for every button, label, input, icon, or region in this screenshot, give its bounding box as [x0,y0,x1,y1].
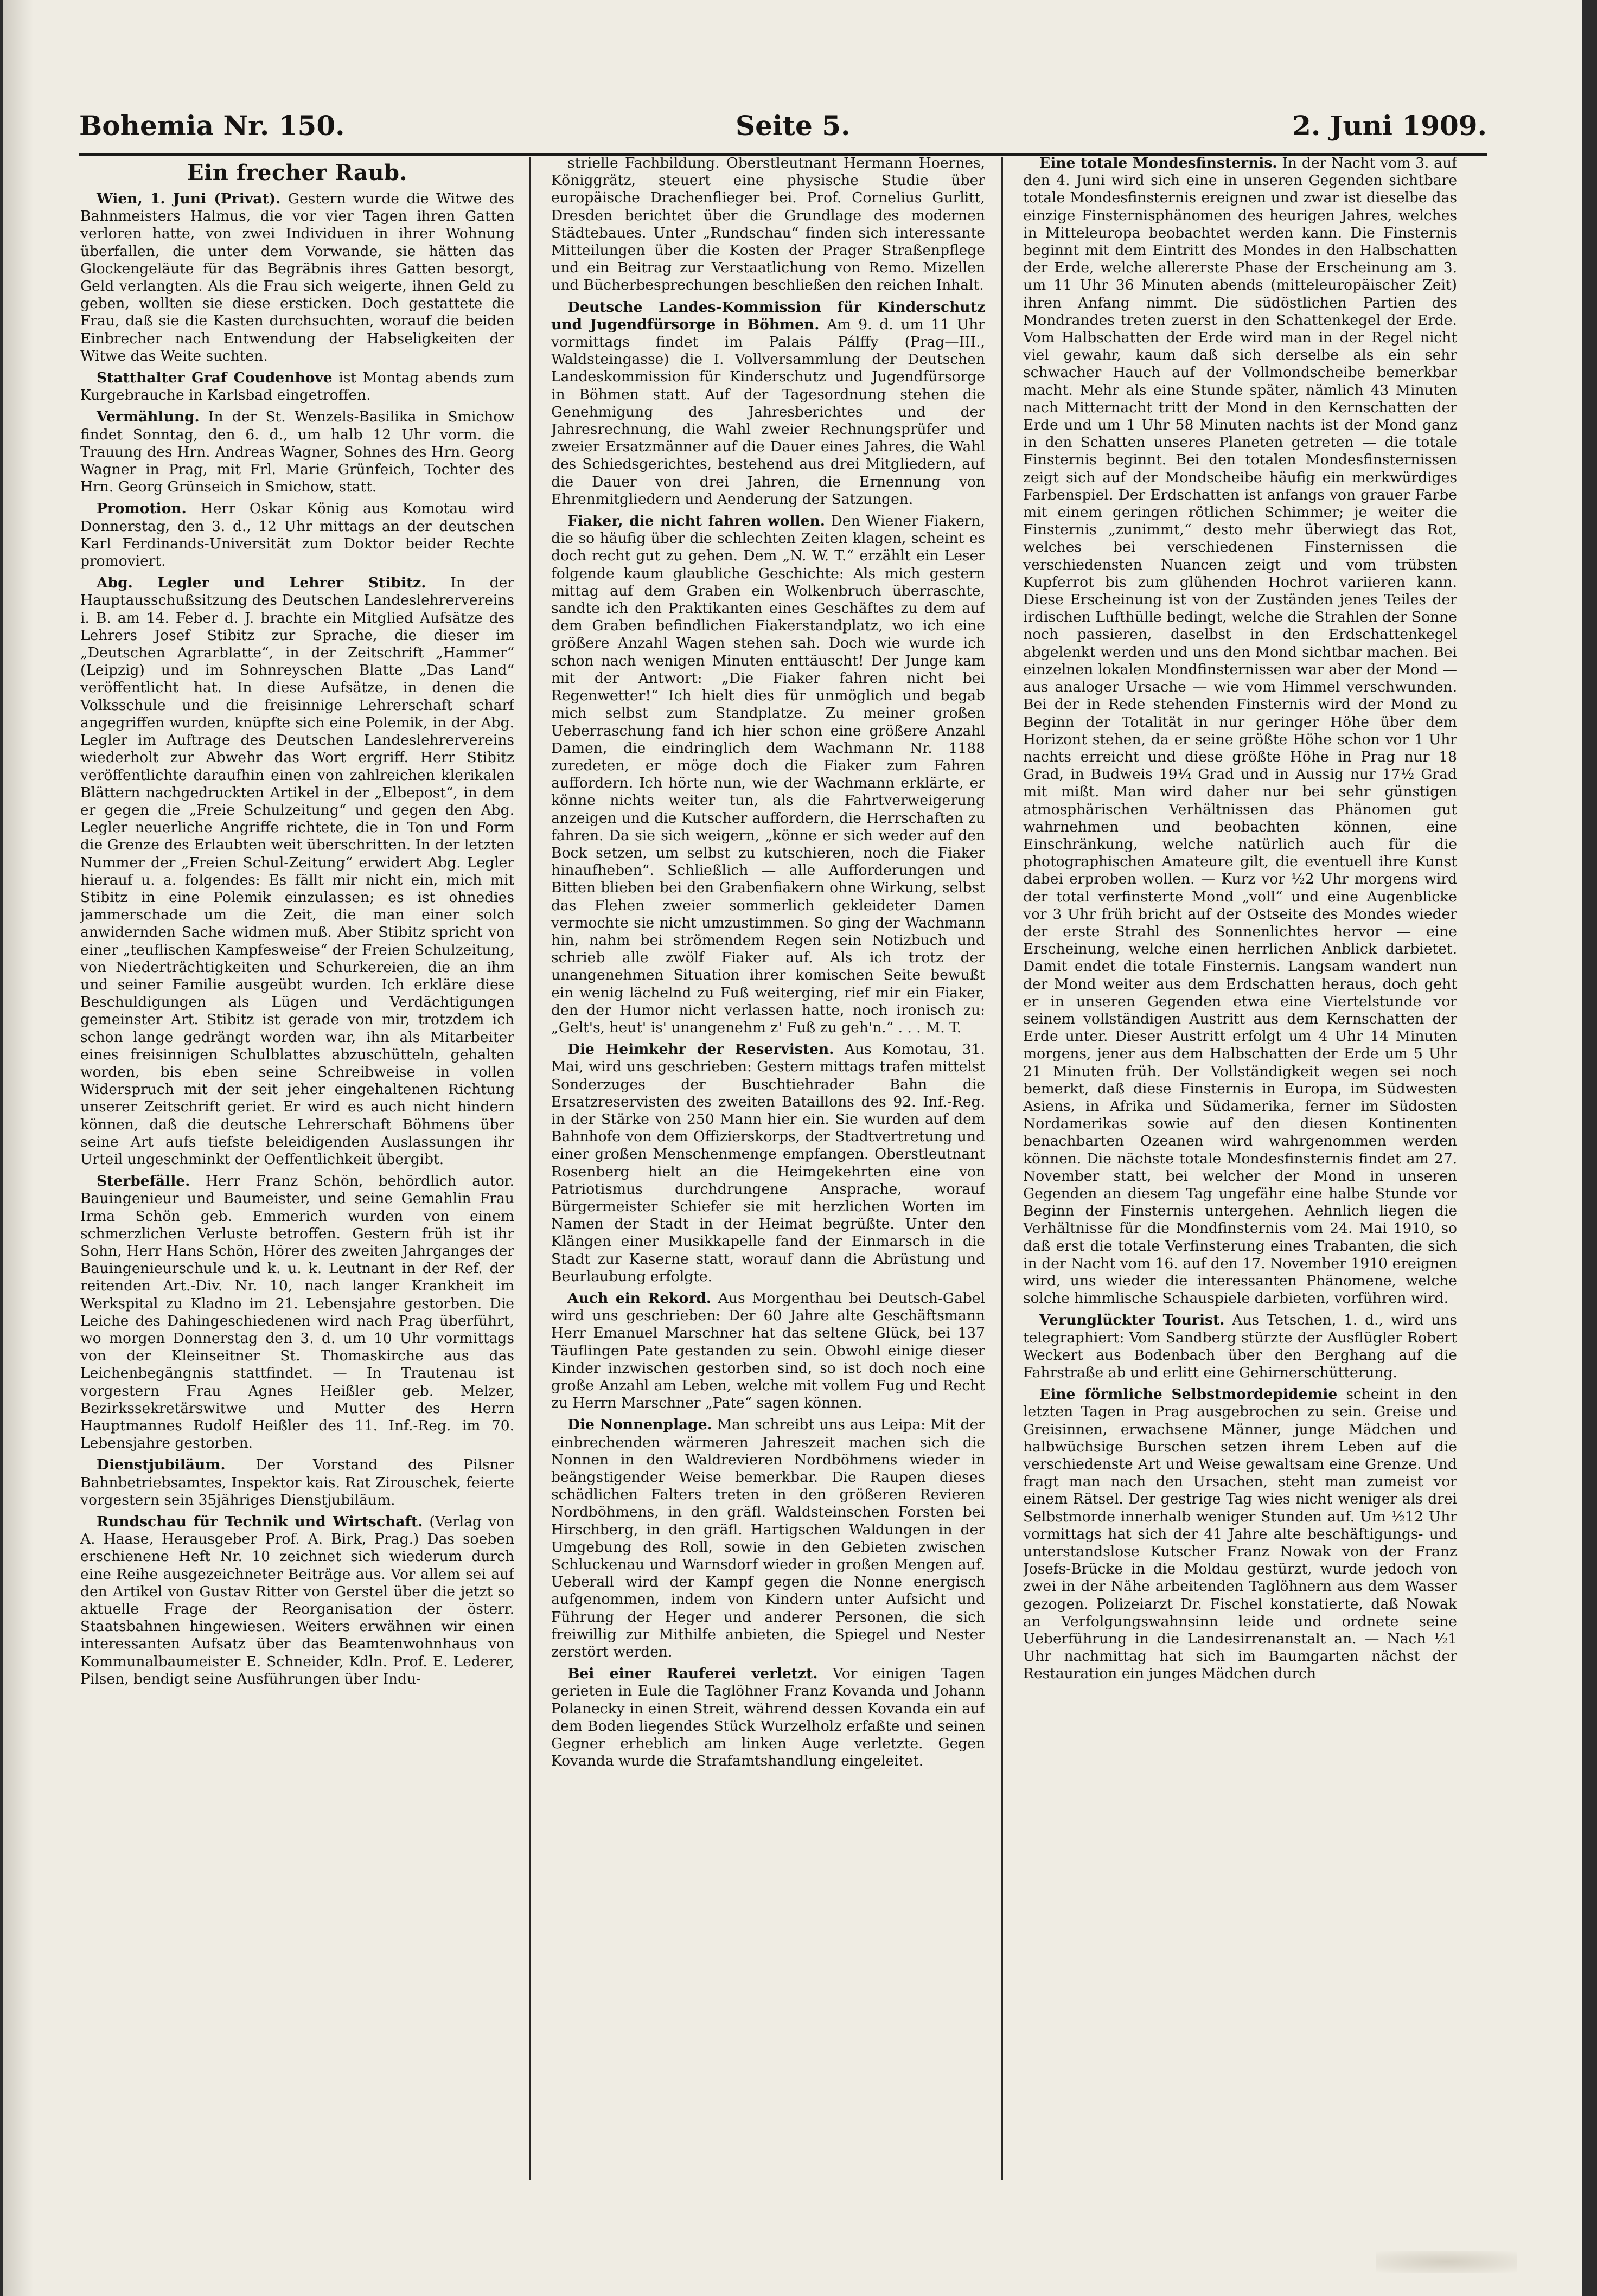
article [80,160,514,365]
column-3 [1023,155,1457,2210]
article-paragraph [80,1513,514,1688]
article-paragraph [80,408,514,496]
article-kicker: Verunglückter Tourist. [1039,1312,1225,1329]
article-paragraph [551,155,985,295]
article-paragraph [80,500,514,570]
article-body: Den Wiener Fiakern, die so häufig über die schlechten Zeiten klagen, scheint es doch recht gut zu gehen. Dem „N. W. T.“ erzählt ein Leser folgende kaum glaubliche Geschichte: Als mich gestern mittag auf dem Graben ein Wolkenbruch überraschte, sandte ich den Praktikanten eines Geschäftes zu dem auf dem Graben befindlichen Fiakerstandplatz, wo ich eine größere Anzahl Wagen stehen sah. Doch wie wurde ich schon nach wenigen Minuten enttäuscht! Der Junge kam mit der Antwort: „Die Fiaker fahren nicht bei Regenwetter!“ Ich hielt dies für unmöglich und begab mich selbst zum Standplatze. Zu meiner großen Ueberraschung fand ich hier schon eine größere Anzahl Damen, die eindringlich dem Wachmann Nr. 1188 zuredeten, er möge doch die Fiaker zum Fahren auffordern. Ich hörte nun, wie der Wachmann erklärte, er könne nichts weiter tun, als die Fahrtverweigerung anzeigen und die Kutscher auffordern, die Herrschaften zu fahren. Da sie sich weigern, „könne er sich weder auf den Bock setzen, um selbst zu kutschieren, noch die Fiaker hinaufheben“. Schließlich — alle Aufforderungen und Bitten blieben bei den Grabenfiakern ohne Wirkung, selbst das Flehen zweier sommerlich gekleideter Damen vermochte sie nicht umzustimmen. So ging der Wachmann hin, nahm bei strömendem Regen sein Notizbuch und schrieb alle zwölf Fiaker auf. Als ich trotz der unangenehmen Situation ihrer komischen Seite bewußt ein wenig lächelnd zu Fuß weiterging, rief mir ein Fiaker, den der Humor nicht verlassen hatte, noch ironisch zu: „Gelt's, heut' is' unangenehm z' Fuß zu geh'n.“ . . . M. T. [551,513,985,1036]
article [80,369,514,404]
article [551,513,985,1037]
article-paragraph [551,1665,985,1770]
article [80,408,514,496]
column-divider [1001,157,1003,2180]
column-2 [551,155,985,2210]
article-body: Am 9. d. um 11 Uhr vormittags findet im Palais Pálffy (Prag—III., Waldsteingasse) die I. Vollversammlung der Deutschen Landeskommission für Kinderschutz und Jugendfürsorge in Böhmen statt. Auf der Tagesordnung stehen die Genehmigung des Jahresberichtes und der Jahresrechnung, die Wahl zweier Rechnungsprüfer und zweier Ersatzmänner auf die Dauer eines Jahres, die Wahl des Schiedsgerichtes, bestehend aus drei Mitgliedern, auf die Dauer von drei Jahren, die Ernennung von Ehrenmitgliedern und Aenderung der Satzungen. [551,316,985,508]
article-kicker: Promotion. [97,500,187,517]
article [551,299,985,508]
article-kicker: Die Heimkehr der Reservisten. [567,1041,834,1058]
article-kicker: Fiaker, die nicht fahren wollen. [567,513,825,530]
column-divider [529,157,531,2180]
article [80,1513,514,1688]
article-paragraph [551,299,985,508]
article-paragraph [80,190,514,365]
article-body: (Verlag von A. Haase, Herausgeber Prof. A. Birk, Prag.) Das soeben erschienene Heft Nr. 10 zeichnet sich wiederum durch eine Reihe ausgezeichneter Beiträge aus. Vor allem sei auf den Artikel von Gustav Ritter von Gerstel über die jetzt so aktuelle Frage der Reorganisation der österr. Staatsbahnen hingewiesen. Weiters erwähnen wir einen interessanten Aufsatz über das Beamtenwohnhaus von Kommunalbaumeister E. Schneider, Kdln. Prof. E. Lederer, Pilsen, bendigt seine Ausführungen über Indu- [80,1513,514,1687]
article [551,1416,985,1661]
masthead-page-number: Seite 5. [736,110,851,142]
article [1023,155,1457,1307]
article-body: Vor einigen Tagen gerieten in Eule die Taglöhner Franz Kovanda und Johann Polanecky in einen Streit, während dessen Kovanda ein auf dem Boden liegendes Stück Wurzelholz erfaßte und seinen Gegner erheblich am linken Auge verletzte. Gegen Kovanda wurde die Strafamtshandlung eingeleitet. [551,1665,985,1770]
masthead-title: Bohemia Nr. 150. [79,110,345,142]
article-kicker: Statthalter Graf Coudenhove [97,369,333,387]
masthead [79,103,1487,156]
article-body: Aus Morgenthau bei Deutsch-Gabel wird uns geschrieben: Der 60 Jahre alte Geschäftsmann Herr Emanuel Marschner hat das seltene Glück, bei 137 Täuflingen Pate gestanden zu sein. Obwohl einige dieser Kinder inzwischen gestorben sind, so ist doch noch eine große Anzahl am Leben, welche mit vollem Fug und Recht zu Herrn Marschner „Pate“ sagen können. [551,1290,985,1412]
article-body: Herr Franz Schön, behördlich autor. Bauingenieur und Baumeister, und seine Gemahlin Frau Irma Schön geb. Emmerich wurden von einem schmerzlichen Verluste betroffen. Gestern früh ist ihr Sohn, Herr Hans Schön, Hörer des zweiten Jahrganges der Bauingenieurschule und k. u. k. Leutnant in der Ref. der reitenden Art.-Div. Nr. 10, nach langer Krankheit im Werkspital zu Kladno im 21. Lebensjahre gestorben. Die Leiche des Dahingeschiedenen wird nach Prag überführt, wo morgen Donnerstag den 3. d. um 10 Uhr vormittags von der Kleinseitner St. Thomaskirche aus das Leichenbegängnis stattfindet. — In Trautenau ist vorgestern Frau Agnes Heißler geb. Melzer, Bezirkssekretärswitwe und Mutter des Herrn Hauptmannes Rudolf Heißler des 11. Inf.-Reg. im 70. Lebensjahre gestorben. [80,1173,514,1452]
article-paragraph [551,1416,985,1661]
article-kicker: Vermählung. [97,408,200,426]
article-kicker: Bei einer Rauferei verletzt. [567,1665,818,1683]
article-body: Aus Komotau, 31. Mai, wird uns geschrieben: Gestern mittags trafen mittelst Sonderzuges der Buschtiehrader Bahn die Ersatzreservisten des zweiten Bataillons des 92. Inf.-Reg. in der Stärke von 250 Mann hier ein. Sie wurden auf dem Bahnhofe von dem Offizierskorps, der Stadtvertretung und einer großen Menschenmenge empfangen. Oberstleutnant Rosenberg hielt an die Heimgekehrten eine von Patriotismus durchdrungene Ansprache, worauf Bürgermeister Schiefer sie mit herzlichen Worten im Namen der Stadt in der Heimat begrüßte. Unter den Klängen einer Musikkapelle fand der Einmarsch in die Stadt zur Kaserne statt, worauf dann die Abrüstung und Beurlaubung erfolgte. [551,1041,985,1285]
article-body: ist Montag abends zum Kurgebrauche in Karlsbad eingetroffen. [80,369,514,404]
paper-stain [1376,2251,1517,2273]
article-body: Der Vorstand des Pilsner Bahnbetriebsamtes, Inspektor kais. Rat Zirouschek, feierte vorgestern sein 35jähriges Dienstjubiläum. [80,1456,514,1508]
article-body: In der St. Wenzels-Basilika in Smichow findet Sonntag, den 6. d., um halb 12 Uhr vorm. die Trauung des Hrn. Andreas Wagner, Sohnes des Hrn. Georg Wagner in Prag, mit Frl. Marie Grünfeich, Tochter des Hrn. Georg Grünseich in Smichow, statt. [80,408,514,496]
article-paragraph [551,1290,985,1412]
newspaper-page [3,0,1582,2296]
article-paragraph [551,513,985,1037]
article-paragraph [80,574,514,1168]
article-kicker: Auch ein Rekord. [567,1290,712,1307]
article [80,1173,514,1452]
article-paragraph [551,1041,985,1285]
article-paragraph [80,1456,514,1509]
article-paragraph [1023,1312,1457,1382]
article [1023,1312,1457,1382]
article-kicker: Wien, 1. Juni (Privat). [97,190,281,207]
article-paragraph [80,369,514,404]
article-kicker: Sterbefälle. [97,1173,190,1190]
article-kicker: Rundschau für Technik und Wirtschaft. [97,1513,423,1531]
article-body: Aus Tetschen, 1. d., wird uns telegraphiert: Vom Sandberg stürzte der Ausflügler Robert Weckert aus Bodenbach über den Berghang auf die Fahrstraße ab und erlitt eine Gehirnerschütterung. [1023,1312,1457,1382]
article-paragraph [80,1173,514,1452]
article [1023,1386,1457,1683]
article [551,1041,985,1285]
article [551,1665,985,1770]
article [80,574,514,1168]
article [80,1456,514,1509]
article [80,500,514,570]
article [551,1290,985,1412]
column-1 [80,155,514,2210]
article-kicker: Dienstjubiläum. [97,1456,226,1474]
article-body: strielle Fachbildung. Oberstleutnant Hermann Hoernes, Königgrätz, steuert eine physische Studie über europäische Drachenflieger bei. Prof. Cornelius Gurlitt, Dresden berichtet über die Grundlage des modernen Städtebaues. Unter „Rundschau“ finden sich interessante Mitteilungen über die Kosten der Prager Straßenpflege und ein Beitrag zur Verstaatlichung von Remo. Mizellen und Bücherbesprechungen beschließen den reichen Inhalt. [551,155,985,294]
article-body: Herr Oskar König aus Komotau wird Donnerstag, den 3. d., 12 Uhr mittags an der deutschen Karl Ferdinands-Universität zum Doktor beider Rechte promoviert. [80,500,514,570]
article-kicker: Die Nonnenplage. [567,1416,712,1434]
article-paragraph [1023,155,1457,1307]
article-body: Gestern wurde die Witwe des Bahnmeisters Halmus, die vor vier Tagen ihren Gatten verloren hatte, von zwei Individuen in ihrer Wohnung überfallen, die unter dem Vorwande, sie hätten das Glockengeläute für das Begräbnis ihres Gatten besorgt, Geld verlangten. Als die Frau sich weigerte, ihnen Geld zu geben, wollten sie diese ersticken. Doch gestattete die Frau, daß sie die Kasten durchsuchten, worauf die beiden Einbrecher nach Entwendung der Habseligkeiten der Witwe das Weite suchten. [80,190,514,364]
article-kicker: Eine totale Mondesfinsternis. [1039,155,1277,171]
article-body: In der Hauptausschußsitzung des Deutschen Landeslehrervereins i. B. am 14. Feber d. J. brachte ein Mitglied Aufsätze des Lehrers Josef Stibitz zur Sprache, die dieser im „Deutschen Agrarblatte“, in der Zeitschrift „Hammer“ (Leipzig) und im Sohnreyschen Blatte „Das Land“ veröffentlicht hat. In diese Aufsätze, in denen die Volksschule und die freisinnige Lehrerschaft scharf angegriffen wurden, knüpfte sich eine Polemik, in der Abg. Legler im Auftrage des Deutschen Landeslehrervereins wiederholt zur Abwehr das Wort ergriff. Herr Stibitz veröffentlichte daraufhin einen von zahlreichen klerikalen Blättern nachgedruckten Artikel in der „Elbepost“, in dem er gegen die „Freie Schulzeitung“ und gegen den Abg. Legler neuerliche Angriffe richtete, die in Ton und Form die Grenze des Erlaubten weit überschritten. In der letzten Nummer der „Freien Schul-Zeitung“ erwidert Abg. Legler hierauf u. a. folgendes: Es fällt mir nicht ein, mich mit Stibitz in eine Polemik einzulassen; es ist ohnedies jammerschade um die Zeit, die man einer solch anwidernden Sache widmen muß. Aber Stibitz spricht von einer „teuflischen Kampfesweise“ der Freien Schulzeitung, von Niederträchtigkeiten und Schurkereien, die an ihm und seiner Familie ausgeübt wurden. Ich erkläre diese Beschuldigungen als Lügen und Verdächtigungen gemeinster Art. Stibitz ist gerade von mir, trotzdem ich schon lange gedrängt worden war, ihn als Mitarbeiter eines freisinnigen Schulblattes abzuschütteln, gehalten worden, bis eben seine Schreibweise in vollen Widerspruch mit der seit jeher eingehaltenen Richtung unserer Zeitschrift geriet. Er wird es auch nicht hindern können, daß die deutsche Lehrerschaft Böhmens über seine Art aufs tiefste beleidigenden Auslassungen ihr Urteil ungeschminkt der Oeffentlichkeit übergibt. [80,574,514,1168]
article-body: In der Nacht vom 3. auf den 4. Juni wird sich eine in unseren Gegenden sichtbare totale Mondesfinsternis ereignen und zwar ist dieselbe das einzige Finsternisphänomen des heurigen Jahres, welches in Mitteleuropa beobachtet werden kann. Die Finsternis beginnt mit dem Eintritt des Mondes in den Halbschatten der Erde, welche allererste Phase der Erscheinung am 3. um 11 Uhr 36 Minuten abends (mitteleuropäischer Zeit) ihren Anfang nimmt. Die südöstlichen Partien des Mondrandes treten zuerst in den Schattenkegel der Erde. Vom Halbschatten der Erde wird man in der Regel nicht viel gewahr, kaum daß sich derselbe als ein sehr schwacher Hauch auf der Vollmondscheibe bemerkbar macht. Mehr als eine Stunde später, nämlich 43 Minuten nach Mitternacht tritt der Mond in den Kernschatten der Erde und um 1 Uhr 58 Minuten nachts ist der Mond ganz in den Schatten unseres Planeten getreten — die totale Finsternis beginnt. Bei den totalen Mondesfinsternissen zeigt sich auf der Mondscheibe häufig ein merkwürdiges Farbenspiel. Der Erdschatten ist anfangs von grauer Farbe mit einem geringen rötlichen Schimmer; je weiter die Finsternis „zunimmt,“ desto mehr überwiegt das Rot, welches bei verschiedenen Finsternissen die verschiedensten Nuancen zeigt und vom trübsten Kupferrot bis zum glühenden Hochrot variieren kann. Diese Erscheinung ist von der Zuständen jenes Teiles der irdischen Lufthülle bedingt, welche die Strahlen der Sonne noch passieren, daselbst in den Erdschattenkegel abgelenkt werden und uns den Mond sichtbar machen. Bei einzelnen lokalen Mondfinsternissen war aber der Mond — aus analoger Ursache — wie vom Himmel verschwunden. Bei der in Rede stehenden Finsternis wird der Mond zu Beginn der Totalität in nur geringer Höhe über dem Horizont stehen, da er seine größte Höhe schon vor 1 Uhr nachts erreicht und diese größte Höhe in Prag nur 18 Grad, in Budweis 19¼ Grad und in Aussig nur 17½ Grad mit mißt. Man wird daher nur bei sehr günstigen atmosphärischen Verhältnissen das Phänomen gut wahrnehmen und beobachten können, eine Einschränkung, welche natürlich auch für die photographischen Amateure gilt, die eventuell ihre Kunst dabei erproben wollen. — Kurz vor ½2 Uhr morgens wird der total verfinsterte Mond „voll“ und eine Augenblicke vor 3 Uhr früh bricht auf der Ostseite des Mondes wieder der erste Strahl des Sonnenlichtes hervor — eine Erscheinung, welche einen herrlichen Anblick darbietet. Damit endet die totale Finsternis. Langsam wandert nun der Mond weiter aus dem Erdschatten heraus, doch geht er in unseren Gegenden etwa eine Viertelstunde vor seinem vollständigen Austritt aus dem Kernschatten der Erde unter. Dieser Austritt erfolgt um 4 Uhr 14 Minuten morgens, jener aus dem Halbschatten der Erde um 5 Uhr 21 Minuten früh. Der Vollständigkeit wegen sei noch bemerkt, daß diese Finsternis in Europa, im Südwesten Asiens, in Afrika und Südamerika, ferner im Südosten Nordamerikas sowie auf den diesen Kontinenten benachbarten Ozeanen wird wahrgenommen werden können. Die nächste totale Mondesfinsternis findet am 27. November statt, bei welcher der Mond in unseren Gegenden an diesem Tag ungefähr eine halbe Stunde vor Beginn der Finsternis untergehen. Aehnlich liegen die Verhältnisse für die Mondfinsternis vom 24. Mai 1910, so daß erst die totale Verfinsterung eines Trabanten, die sich in der Nacht vom 16. auf den 17. November 1910 ereignen wird, uns wieder die interessanten Phänomene, welche solche himmlische Schauspiele darbieten, vorführen wird. [1023,155,1457,1307]
article-headline: Ein frecher Raub. [187,160,407,186]
article-kicker: Eine förmliche Selbstmordepidemie [1039,1386,1338,1403]
article-body: scheint in den letzten Tagen in Prag ausgebrochen zu sein. Greise und Greisinnen, erwachsene Männer, junge Mädchen und halbwüchsige Burschen setzen ihrem Leben auf die verschiedenste Art und Weise gewaltsam eine Grenze. Und fragt man nach den Ursachen, steht man zumeist vor einem Rätsel. Der gestrige Tag wies nicht weniger als drei Selbstmorde innerhalb weniger Stunden auf. Um ½12 Uhr vormittags hat sich der 41 Jahre alte beschäftigungs- und unterstandslose Kutscher Franz Nowak von der Franz Josefs-Brücke in die Moldau gestürzt, wurde jedoch von zwei in der Nähe arbeitenden Taglöhnern aus dem Wasser gezogen. Polizeiarzt Dr. Fischel konstatierte, daß Nowak an Verfolgungswahnsinn leide und ordnete seine Ueberführung in die Landesirrenanstalt an. — Nach ½1 Uhr nachmittag hat sich im Baumgarten nächst der Restauration ein junges Mädchen durch [1023,1386,1457,1683]
article [551,155,985,295]
article-body: Man schreibt uns aus Leipa: Mit der einbrechenden wärmeren Jahreszeit machen sich die Nonnen in den Waldrevieren Nordböhmens wieder in beängstigender Weise bemerkbar. Die Raupen dieses schädlichen Falters treten in den größeren Revieren Nordböhmens, in den gräfl. Waldsteinschen Forsten bei Hirschberg, in den gräfl. Hartigschen Waldungen in der Umgebung des Roll, sowie in den Gebieten zwischen Schluckenau und Warnsdorf wieder in großen Mengen auf. Ueberall wird der Kampf gegen die Nonne energisch aufgenommen, indem von Kindern unter Aufsicht und Führung der Heger und anderer Personen, die sich freiwillig zur Mithilfe anbieten, die Spiegel und Nester zerstört werden. [551,1416,985,1661]
article-kicker: Abg. Legler und Lehrer Stibitz. [97,574,426,592]
article-paragraph [1023,1386,1457,1683]
article-kicker: Deutsche Landes-Kommission für Kinderschutz und Jugendfürsorge in Böhmen. [551,298,985,333]
masthead-date: 2. Juni 1909. [1292,110,1487,142]
